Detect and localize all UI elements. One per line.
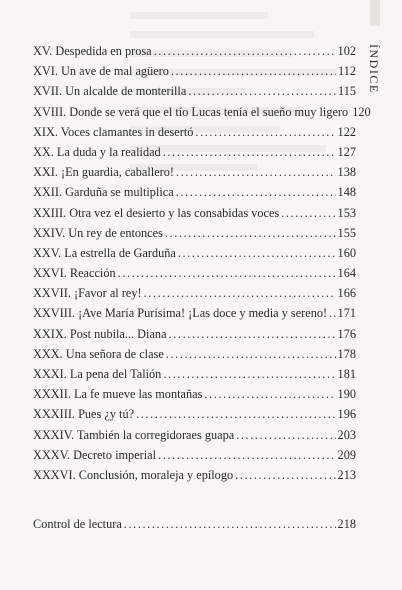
toc-entry-title: XXXIII. Pues ¿y tú? — [33, 407, 135, 422]
toc-entry-30 — [33, 344, 356, 364]
toc-entry-28 — [33, 303, 356, 323]
toc-entry-31 — [33, 364, 356, 384]
toc-entry-page: 203 — [337, 427, 356, 442]
toc-entry-page: 127 — [337, 144, 356, 159]
dot-leader — [163, 142, 336, 162]
toc-entry-title: XVI. Un ave de mal agüero — [33, 64, 169, 79]
toc-entry-15 — [33, 41, 356, 61]
toc-entry-title: XV. Despedida en prosa — [33, 44, 152, 58]
dot-leader — [118, 263, 336, 283]
toc-entry-25 — [33, 243, 356, 263]
toc-entry-title: XIX. Voces clamantes in desertó — [33, 124, 194, 139]
dot-leader — [136, 404, 335, 424]
dot-leader — [154, 41, 336, 61]
toc-entry-34 — [33, 425, 356, 445]
toc-entry-page: 196 — [337, 407, 356, 422]
running-head-index: ÍNDICE — [367, 44, 381, 94]
toc-entry-page: 102 — [337, 44, 356, 58]
dot-leader — [188, 81, 336, 101]
toc-entry-title: XXXVI. Conclusión, moraleja y epílogo — [33, 467, 234, 482]
toc-entry-page: 190 — [337, 387, 356, 402]
toc-entry-page: 213 — [337, 467, 356, 482]
toc-entry-title: XXI. ¡En guardia, caballero! — [33, 165, 175, 180]
toc-entry-21 — [33, 162, 356, 182]
toc-entry-page: 181 — [337, 367, 356, 381]
toc-entry-title: XXV. La estrella de Garduña — [33, 245, 176, 260]
toc-entry-page: 122 — [337, 124, 356, 139]
toc-entry-19 — [33, 122, 356, 142]
toc-entry-title: XXII. Garduña se multiplica — [33, 185, 174, 200]
toc-entry-27 — [33, 283, 356, 303]
dot-leader — [281, 203, 335, 223]
toc-entry-page: 112 — [338, 64, 356, 79]
toc-entry-control-de-lectura — [33, 514, 356, 534]
toc-entry-page: 166 — [337, 286, 356, 301]
toc-entry-page: 171 — [337, 306, 356, 321]
dot-leader — [236, 425, 335, 445]
toc-entry-title: XVIII. Donde se verá que el tío Lucas tenía el sueño muy ligero — [33, 104, 349, 119]
toc-entry-page: 218 — [337, 517, 356, 531]
toc-entry-page: 153 — [337, 205, 356, 220]
toc-entry-20 — [33, 142, 356, 162]
toc-entry-page: 164 — [337, 266, 356, 281]
dot-leader — [144, 283, 336, 303]
toc-entry-23 — [33, 203, 356, 223]
dot-leader — [171, 61, 336, 81]
toc-entry-page: 209 — [337, 447, 356, 462]
dot-leader — [176, 162, 336, 182]
dot-leader — [158, 445, 336, 465]
toc-entry-page: 120 — [352, 104, 371, 119]
toc-entry-page: 148 — [337, 185, 356, 200]
dot-leader — [329, 303, 335, 323]
toc-entry-33 — [33, 404, 356, 424]
dot-leader — [163, 364, 335, 384]
dot-leader — [124, 514, 336, 534]
toc-entry-page: 160 — [337, 245, 356, 260]
toc-entry-17 — [33, 81, 356, 101]
toc-entry-title: XXVI. Reacción — [33, 266, 116, 281]
toc-entry-32 — [33, 384, 356, 404]
toc-entry-page: 178 — [337, 346, 356, 361]
toc-entry-page: 155 — [337, 225, 356, 240]
toc-entry-title: XXX. Una señora de clase — [33, 346, 164, 361]
dot-leader — [166, 344, 336, 364]
toc-entry-title: XXVII. ¡Favor al rey! — [33, 286, 142, 301]
toc-entry-title: XXXI. La pena del Talión — [33, 367, 162, 381]
toc-entry-page: 176 — [337, 326, 356, 341]
toc-entry-page: 138 — [337, 165, 356, 180]
toc-entry-title: Control de lectura — [33, 517, 122, 531]
toc-entry-title: XXXV. Decreto imperial — [33, 447, 157, 462]
toc-entry-page: 115 — [338, 84, 356, 99]
dot-leader — [235, 465, 335, 485]
dot-leader — [169, 324, 336, 344]
toc-entry-title: XXIV. Un rey de entonces — [33, 225, 163, 240]
toc-entry-22 — [33, 182, 356, 202]
table-of-contents — [33, 41, 371, 485]
toc-entry-title: XXIII. Otra vez el desierto y las consabidas voces — [33, 205, 280, 220]
toc-entry-title: XXIX. Post nubila... Diana — [33, 326, 167, 341]
toc-entry-title: XVII. Un alcalde de monterilla — [33, 84, 187, 99]
toc-entry-title: XXXIV. También la corregidoraes guapa — [33, 427, 235, 442]
dot-leader — [176, 182, 336, 202]
toc-entry-title: XXXII. La fe mueve las montañas — [33, 387, 203, 402]
dot-leader — [204, 384, 335, 404]
toc-entry-36 — [33, 465, 356, 485]
page-edge-mark — [370, 0, 380, 26]
dot-leader — [195, 122, 335, 142]
toc-entry-title: XX. La duda y la realidad — [33, 144, 161, 159]
dot-leader — [178, 243, 336, 263]
toc-entry-35 — [33, 445, 356, 465]
toc-entry-16 — [33, 61, 356, 81]
toc-entry-24 — [33, 223, 356, 243]
toc-entry-18 — [33, 102, 371, 122]
toc-entry-26 — [33, 263, 356, 283]
toc-entry-29 — [33, 324, 356, 344]
toc-entry-title: XXVIII. ¡Ave María Purísima! ¡Las doce y media y sereno! — [33, 306, 328, 321]
dot-leader — [165, 223, 336, 243]
